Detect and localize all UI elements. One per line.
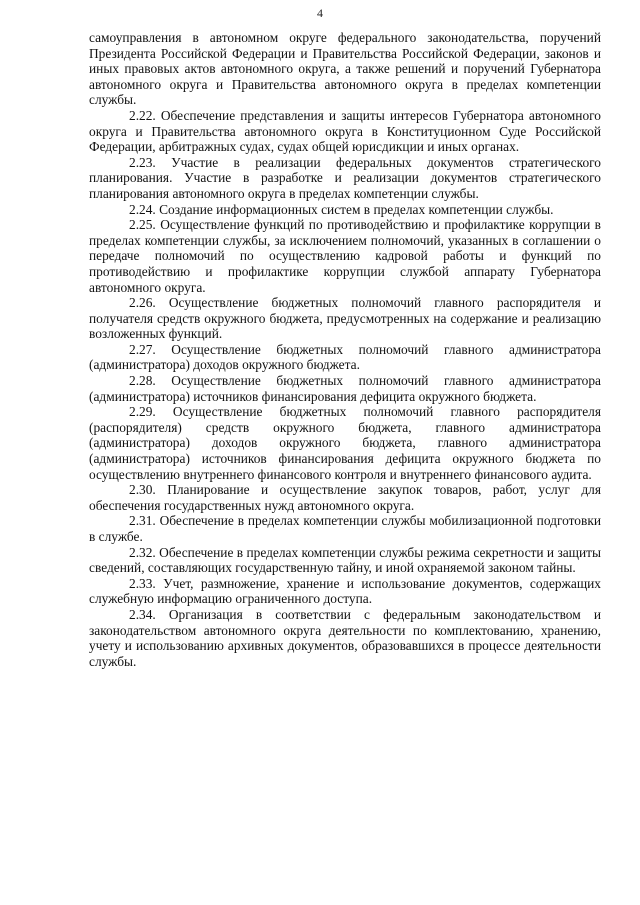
paragraph-2-32: 2.32. Обеспечение в пределах компетенции службы режима секретности и защиты сведений, составляющих государственную тайну, и иной охраняемой законом тайны. bbox=[89, 544, 601, 576]
paragraph-2-28: 2.28. Осуществление бюджетных полномочий главного администратора (администратора) источников финансирования дефицита окружного бюджета. bbox=[89, 373, 601, 404]
paragraph-2-22: 2.22. Обеспечение представления и защиты интересов Губернатора автономного округа и Правительства автономного округа в Конституционном Суде Российской Федерации, арбитражных судах, судах общей юрисдикции и иных органах. bbox=[89, 107, 601, 155]
paragraph-2-33: 2.33. Учет, размножение, хранение и использование документов, содержащих служебную информацию ограниченного доступа. bbox=[89, 575, 601, 607]
paragraph-2-26: 2.26. Осуществление бюджетных полномочий главного распорядителя и получателя средств окружного бюджета, предусмотренных на содержание и реализацию возложенных функций. bbox=[89, 295, 601, 342]
paragraph-2-24: 2.24. Создание информационных систем в пределах компетенции службы. bbox=[129, 201, 554, 217]
paragraph-2-25: 2.25. Осуществление функций по противодействию и профилактике коррупции в пределах компетенции службы, за исключением полномочий, указанных в соглашении о передаче полномочий по осуществлению кадровой работы и функций по противодействию и профилактике коррупции службой аппарату Губернатора автономного округа. bbox=[89, 217, 601, 295]
page-number: 4 bbox=[317, 6, 323, 20]
continuation-paragraph: самоуправления в автономном округе федерального законодательства, поручений Президента Российской Федерации и Правительства Российской Федерации, законов и иных правовых актов автономного округа, а также решений и поручений Губернатора автономного округа и Правительства автономного округа в пределах компетенции службы. bbox=[89, 30, 601, 108]
paragraph-2-27: 2.27. Осуществление бюджетных полномочий главного администратора (администратора) доходов окружного бюджета. bbox=[89, 341, 601, 373]
document-body bbox=[89, 30, 601, 669]
paragraph-2-30: 2.30. Планирование и осуществление закупок товаров, работ, услуг для обеспечения государственных нужд автономного округа. bbox=[89, 482, 601, 513]
paragraph-2-31: 2.31. Обеспечение в пределах компетенции службы мобилизационной подготовки в службе. bbox=[89, 513, 601, 544]
paragraph-2-29: 2.29. Осуществление бюджетных полномочий главного распорядителя (распорядителя) средств окружного бюджета, главного администратора (администратора) доходов окружного бюджета, главного администратора (администратора) источников финансирования дефицита окружного бюджета по осуществлению внутреннего финансового контроля и внутреннего финансового аудита. bbox=[89, 404, 601, 482]
paragraph-2-34: 2.34. Организация в соответствии с федеральным законодательством и законодательством автономного округа деятельности по комплектованию, хранению, учету и использованию архивных документов, образовавшихся в процессе деятельности службы. bbox=[89, 606, 601, 669]
paragraph-2-23: 2.23. Участие в реализации федеральных документов стратегического планирования. Участие в разработке и реализации документов стратегического планирования автономного округа в пределах компетенции службы. bbox=[89, 154, 601, 201]
